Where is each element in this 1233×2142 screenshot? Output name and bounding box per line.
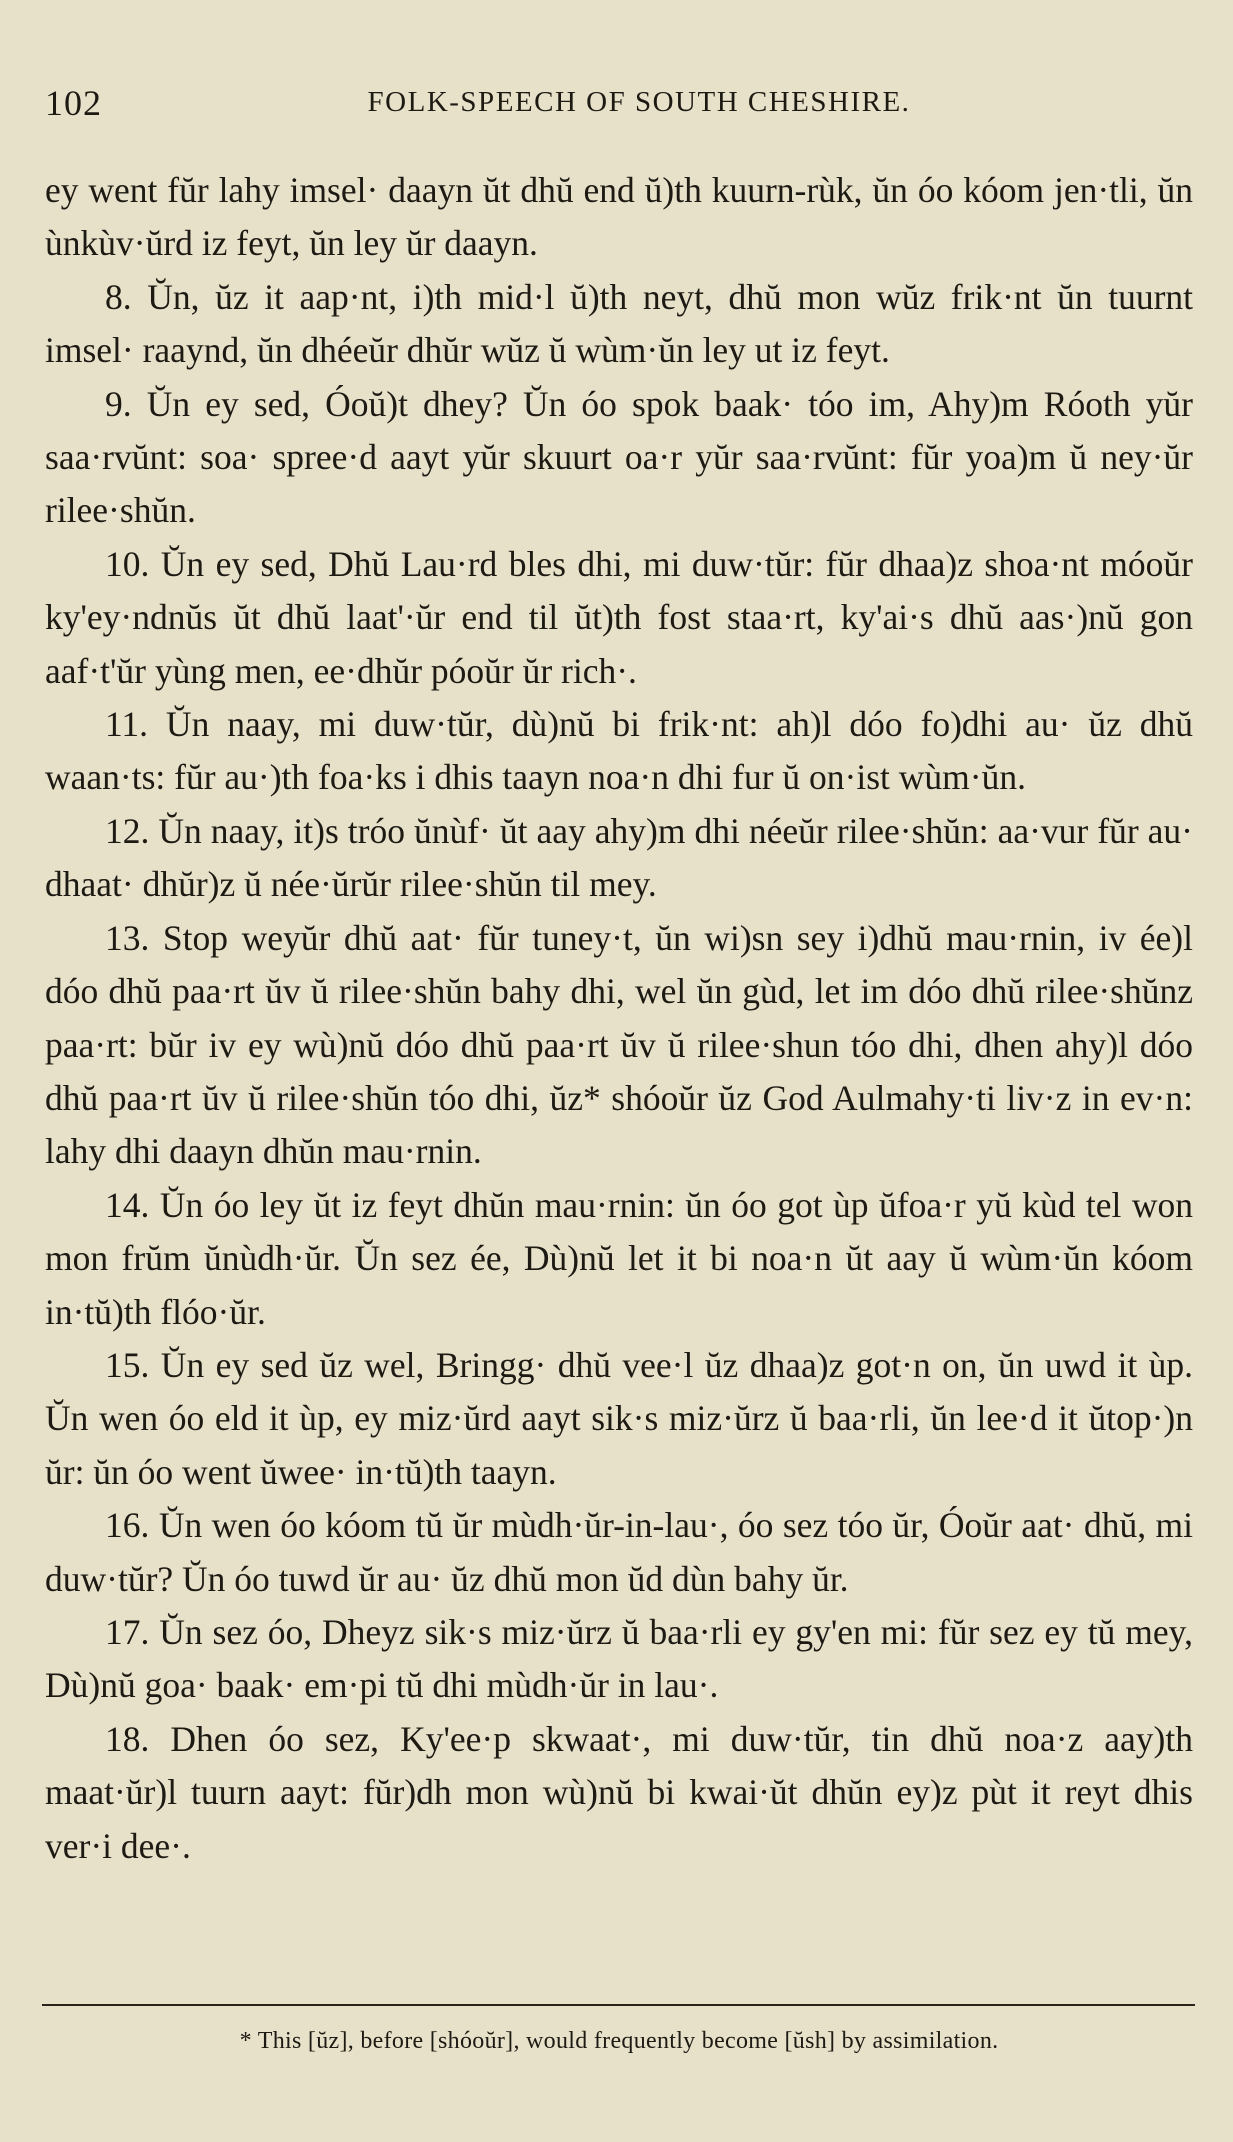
body-text — [45, 164, 1193, 1873]
verse-17: 17. Ŭn sez óo, Dheyz sik·s miz·ŭrz ŭ baa·rli ey gy'en mi: fŭr sez ey tŭ mey, Dù)nŭ goa· baak· em·pi tŭ dhi mùdh·ŭr in lau·. — [45, 1611, 1193, 1706]
verse-12: 12. Ŭn naay, it)s tróo ŭnùf· ŭt aay ahy)m dhi néeŭr rilee·shŭn: aa·vur fŭr au· dhaat· dhŭr)z ŭ née·ŭrŭr rilee·shŭn til mey. — [45, 810, 1193, 905]
footnote-divider — [42, 2004, 1195, 2006]
verse-10: 10. Ŭn ey sed, Dhŭ Lau·rd bles dhi, mi duw·tŭr: fŭr dhaa)z shoa·nt móoŭr ky'ey·ndnŭs ŭt dhŭ laat'·ŭr end til ŭt)th fost staa·rt, ky'ai·s dhŭ aas·)nŭ gon aaf·t'ŭr yùng men, ee·dhŭr póoŭr ŭr rich·. — [45, 543, 1193, 691]
paragraph-continuation: ey went fŭr lahy imsel· daayn ŭt dhŭ end ŭ)th kuurn-rùk, ŭn óo kóom jen·tli, ŭn ùnkùv·ŭrd iz feyt, ŭn ley ŭr daayn. — [45, 170, 1193, 264]
verse-15: 15. Ŭn ey sed ŭz wel, Bringg· dhŭ vee·l ŭz dhaa)z got·n on, ŭn uwd it ùp. Ŭn wen óo eld it ùp, ey miz·ŭrd aayt sik·s miz·ŭrz ŭ baa·rli, ŭn lee·d it ŭtop·)n ŭr: ŭn óo went ŭwee· in·tŭ)th taayn. — [45, 1344, 1193, 1492]
verse-13: 13. Stop weyŭr dhŭ aat· fŭr tuney·t, ŭn wi)sn sey i)dhŭ mau·rnin, iv ée)l dóo dhŭ paa·rt ŭv ŭ rilee·shŭn bahy dhi, wel ŭn gùd, let im dóo dhŭ rilee·shŭnz paa·rt: bŭr iv ey wù)nŭ dóo dhŭ paa·rt ŭv ŭ rilee·shun tóo dhi, dhen ahy)l dóo dhŭ paa·rt ŭv ŭ rilee·shŭn tóo dhi, ŭz* shóoŭr ŭz God Aulmahy·ti liv·z in ev·n: lahy dhi daayn dhŭn mau·rnin. — [45, 917, 1193, 1172]
verse-8: 8. Ŭn, ŭz it aap·nt, i)th mid·l ŭ)th neyt, dhŭ mon wŭz frik·nt ŭn tuurnt imsel· raaynd, ŭn dhéeŭr dhŭr wŭz ŭ wùm·ŭn ley ut iz feyt. — [45, 276, 1193, 371]
verse-14: 14. Ŭn óo ley ŭt iz feyt dhŭn mau·rnin: ŭn óo got ùp ŭfoa·r yŭ kùd tel won mon frŭm ŭnùdh·ŭr. Ŭn sez ée, Dù)nŭ let it bi noa·n ŭt aay ŭ wùm·ŭn kóom in·tŭ)th flóo·ŭr. — [45, 1184, 1193, 1332]
verse-18: 18. Dhen óo sez, Ky'ee·p skwaat·, mi duw·tŭr, tin dhŭ noa·z aay)th maat·ŭr)l tuurn aayt: fŭr)dh mon wù)nŭ bi kwai·ŭt dhŭn ey)z pùt it reyt dhis ver·i dee·. — [45, 1718, 1193, 1866]
verse-9: 9. Ŭn ey sed, Óoŭ)t dhey? Ŭn óo spok baak· tóo im, Ahy)m Róoth yŭr saa·rvŭnt: soa· spree·d aayt yŭr skuurt oa·r yŭr saa·rvŭnt: fŭr yoa)m ŭ ney·ŭr rilee·shŭn. — [45, 383, 1193, 531]
running-head — [45, 82, 1193, 142]
footnote: * This [ŭz], before [shóoŭr], would frequently become [ŭsh] by assimilation. — [239, 2028, 999, 2054]
page-number: 102 — [45, 83, 102, 123]
running-title: FOLK-SPEECH OF SOUTH CHESHIRE. — [367, 86, 911, 118]
verse-16: 16. Ŭn wen óo kóom tŭ ŭr mùdh·ŭr-in-lau·, óo sez tóo ŭr, Óoŭr aat· dhŭ, mi duw·tŭr? Ŭn óo tuwd ŭr au· ŭz dhŭ mon ŭd dùn bahy ŭr. — [45, 1505, 1193, 1599]
verse-11: 11. Ŭn naay, mi duw·tŭr, dù)nŭ bi frik·nt: ah)l dóo fo)dhi au· ŭz dhŭ waan·ts: fŭr au·)th foa·ks i dhis taayn noa·n dhi fur ŭ on·ist wùm·ŭn. — [45, 704, 1193, 798]
